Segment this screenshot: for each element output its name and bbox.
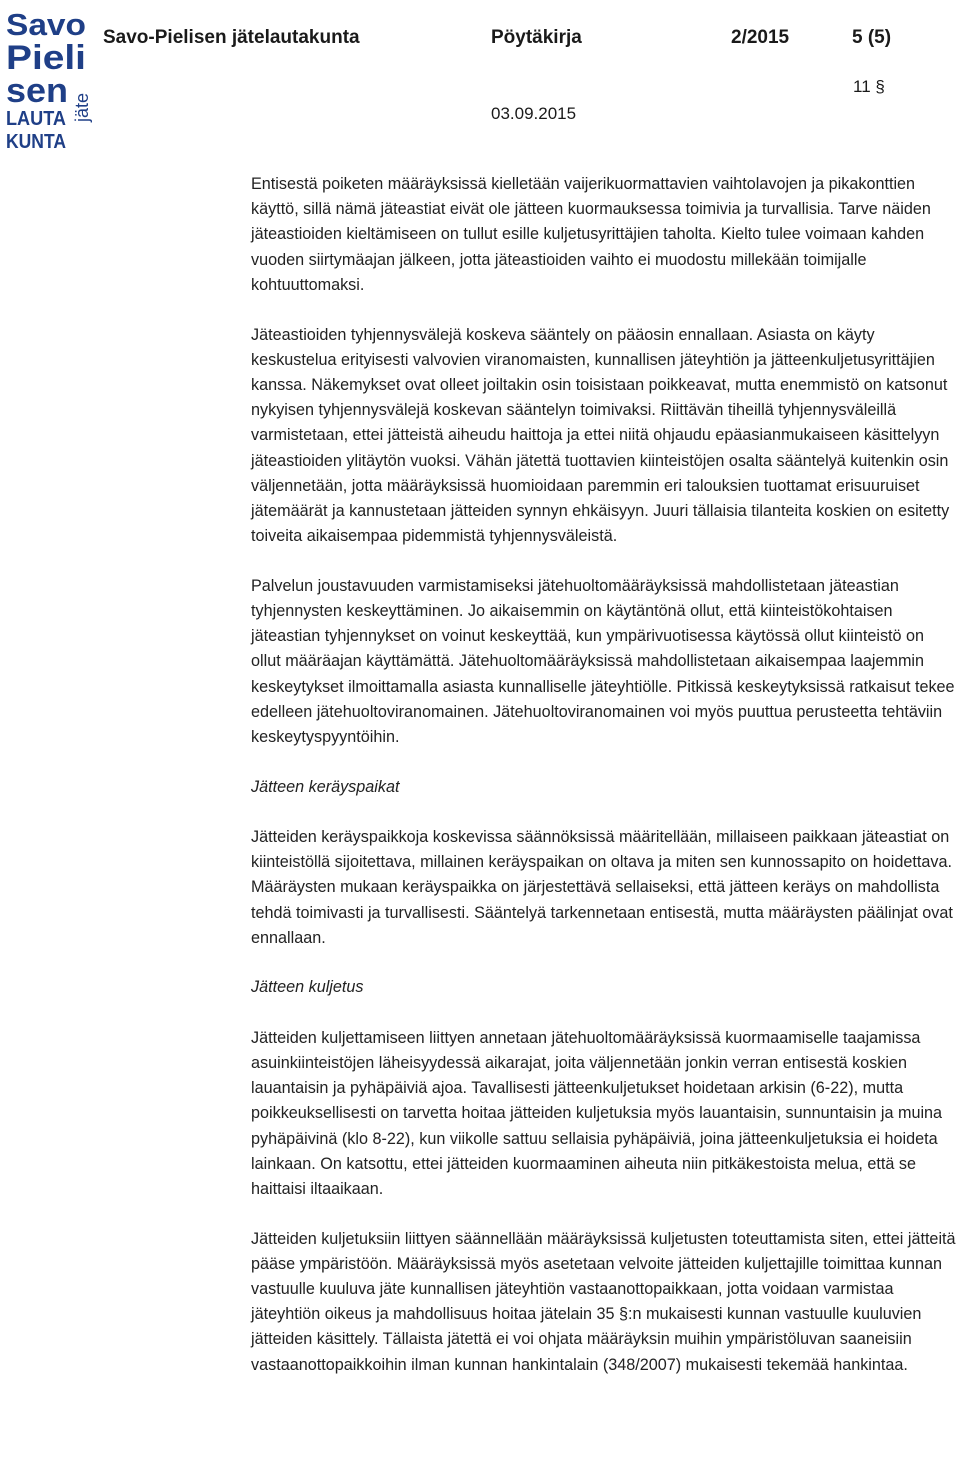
logo-text-line5: KUNTA [6,131,66,151]
logo-side-text: jäte [72,92,92,122]
logo-text-line3: sen [6,72,68,110]
meeting-date: 03.09.2015 [491,104,577,123]
logo-text-line2: Pieli [6,39,86,77]
document-number: 2/2015 [731,27,790,48]
paragraph-transport-obligations: Jätteiden kuljetuksiin liittyen säännellään määräyksissä kuljetusten toteuttamista siten, ettei jätteitä pääse ympäristöön. Määräyksissä myös asetetaan velvoite jätteiden kuljettajille toimittaa kunnan vastuulle kuuluva jäte kunnallisen jäteyhtiön vastaanottopaikkaan, jotta voidaan varmistaa jäteyhtiön oikeus ja mahdollisuus hoitaa jätelain 35 §:n mukaisesti kunnan vastuulle kuuluvien jätteiden käsittely. Tällaista jätettä ei voi ohjata määräyksin muihin ympäristöluvan saaneisiin vastaanottopaikkoihin ilman kunnan hankintalain (348/2007) mukaisesti tekemää hankintaa. [251,1229,956,1374]
document-body [251,172,957,1402]
organization-logo [6,6,92,151]
paragraph-emptying-intervals: Jäteastioiden tyhjennysvälejä koskeva sääntely on pääosin ennallaan. Asiasta on käyty keskustelua erityisesti valvovien viranomaisten, kunnallisen jäteyhtiön ja jätteenkuljetusyrittäjien kanssa. Näkemykset ovat olleet joiltakin osin toisistaan poikkeavat, mutta enemmistö on katsonut nykyisen tyhjennysvälejä koskevan sääntelyn toimivaksi. Riittävän tiheillä tyhjennysväleillä varmistetaan, ettei jätteistä aiheudu haittoja ja ettei niitä ohjaudu epäasianmukaiseen käsittelyyn jäteastioiden ylitäytön vuoksi. Vähän jätettä tuottavien kiinteistöjen osalta sääntelyä kuitenkin osin väljennetään, jotta määräyksissä huomioidaan paremmin eri talouksien tuottamat erisuuruiset jätemäärät ja kannustetaan jätteiden synnyn ehkäisyyn. Juuri tällaisia tilanteita koskien on esitetty toiveita aikaisempaa pidemmistä tyhjennysväleistä. [251,325,950,546]
paragraph-transport-hours: Jätteiden kuljettamiseen liittyen annetaan jätehuoltomääräyksissä kuormaamiselle taajamissa asuinkiinteistöjen läheisyydessä aikarajat, joita väljennetään jonkin verran entisestä koskien lauantaisin ja pyhäpäiviä ajoa. Tavallisesti jätteenkuljetukset hoidetaan arkisin (6-22), mutta poikkeuksellisesti on tarvetta hoitaa jätteiden kuljetuksia myös lauantaisin, sunnuntaisin ja muina pyhäpäivinä (klo 8-22), kun viikolle sattuu sellaisia pyhäpäiviä, joina jätteenkuljetuksia ei hoideta lainkaan. On katsottu, ettei jätteiden kuormaaminen aiheuta niin pitkäkestoista melua, että se haittaisi iltaaikaan. [251,1028,943,1198]
paragraph-collection-points: Jätteiden keräyspaikkoja koskevissa säännöksissä määritellään, millaiseen paikkaan jäteastiat on kiinteistöllä sijoitettava, millainen keräyspaikan on oltava ja miten sen kunnossapito on hoidettava. Määräysten mukaan keräyspaikka on järjestettävä sellaiseksi, että jätteen keräys on mahdollista tehdä toimivasti ja turvallisesti. Sääntelyä tarkennetaan entisestä, mutta määräysten päälinjat ovat ennallaan. [251,827,953,947]
logo-text-line1: Savo [6,7,86,42]
paragraph-container-ban: Entisestä poiketen määräyksissä kielletään vaijerikuormattavien vaihtolavojen ja pikakonttien käyttö, sillä nämä jäteastiat eivät ole jätteen kuormauksessa toimivia ja turvallisia. Tarve näiden jäteastioiden kieltämiseen on tullut esille kuljetusyrittäjien taholta. Kielto tulee voimaan kahden vuoden siirtymäajan jälkeen, jotta jäteastioiden vaihto ei muodostu millekään toimijalle kohtuuttomaksi. [251,175,931,294]
logo-text-line4: LAUTA [6,108,66,130]
document-header [103,27,903,53]
page-number: 5 (5) [852,27,892,48]
paragraph-service-flexibility: Palvelun joustavuuden varmistamiseksi jätehuoltomääräyksissä mahdollistetaan jäteastian tyhjennysten keskeyttäminen. Jo aikaisemmin on käytäntönä ollut, että kiinteistökohtaisen jäteastian tyhjennykset on voinut keskeyttää, kun ympärivuotisessa käytössä ollut kiinteistö on ollut määräajan käyttämättä. Jätehuoltomääräyksissä mahdollistetaan aikaisempaa laajemmin keskeytykset ilmoittamalla asiasta kunnalliselle jäteyhtiölle. Pitkissä keskeytyksissä ratkaisut tekee edelleen jätehuoltoviranomainen. Jätehuoltoviranomainen voi myös puuttua perusteetta tehtäviin keskeytyspyyntöihin. [251,576,955,747]
section-heading-collection-points: Jätteen keräyspaikat [251,777,400,796]
section-number: 11 § [853,77,885,96]
document-type: Pöytäkirja [491,27,582,48]
section-heading-transport: Jätteen kuljetus [251,978,364,997]
organization-name: Savo-Pielisen jätelautakunta [103,27,360,48]
